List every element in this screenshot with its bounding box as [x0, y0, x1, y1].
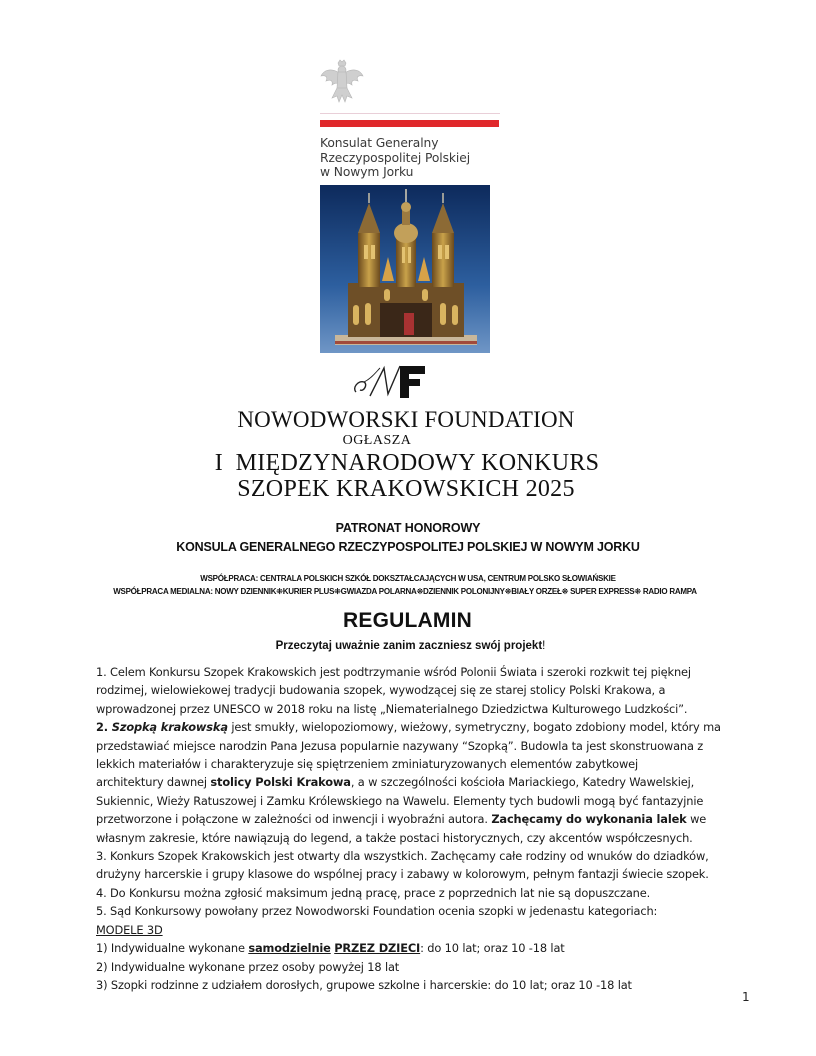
- szopka-photo: [320, 185, 490, 353]
- p2-line-1: [96, 718, 756, 736]
- polish-eagle-emblem-icon: [318, 58, 366, 106]
- regulations-heading: REGULAMIN: [343, 609, 472, 632]
- announces-label: OGŁASZA: [342, 433, 412, 448]
- contest-title-line-1: I MIĘDZYNARODOWY KONKURS: [214, 450, 600, 476]
- read-carefully-note: [0, 640, 816, 652]
- category-1: [96, 939, 756, 957]
- p2-line-2: przedstawiać miejsce narodzin Pana Jezusa popularnie nazywany “Szopką”. Budowla ta jest skonstruowana z: [96, 738, 704, 753]
- contest-title-line-2: SZOPEK KRAKOWSKICH 2025: [237, 476, 575, 502]
- category-1-post: : do 10 lat; oraz 10 -18 lat: [420, 941, 565, 956]
- consulate-line-2: Rzeczypospolitej Polskiej: [320, 150, 471, 165]
- p2-line-5: Sukiennic, Wieży Ratuszowej i Zamku Królewskiego na Wawelu. Elementy tych budowli mogą być fantazyjnie: [96, 793, 704, 808]
- p2-line-1-rest: jest smukły, wielopoziomowy, wieżowy, symetryczny, bogato zdobiony model, który ma: [227, 720, 721, 735]
- p2-line-6-post: we: [686, 812, 707, 827]
- page-number: 1: [742, 990, 750, 1004]
- p2-term: Szopką krakowską: [111, 720, 228, 735]
- p5-line: 5. Sąd Konkursowy powołany przez Nowodworski Foundation ocenia szopki w jedenastu kategoriach:: [96, 904, 658, 919]
- p3-line-2: drużyny harcerskie i grupy klasowe do wspólnej pracy i zabawy w kolorowym, pełnym fantazji świecie szopek.: [96, 867, 709, 882]
- read-carefully-exclamation: !: [542, 640, 546, 652]
- p2-dolls-emphasis: Zachęcamy do wykonania lalek: [491, 812, 687, 827]
- p2-line-4: [96, 773, 756, 791]
- p2-line-4-post: , a w szczególności kościoła Mariackiego, Katedry Wawelskiej,: [350, 775, 695, 790]
- patronage-heading: PATRONAT HONOROWY: [335, 521, 481, 535]
- p1-line-1: 1. Celem Konkursu Szopek Krakowskich jest podtrzymanie wśród Polonii Świata i szeroki rozkwit tej pięknej: [96, 665, 691, 679]
- foundation-title: NOWODWORSKI FOUNDATION: [237, 407, 575, 432]
- category-1-pre: 1) Indywidualne wykonane: [96, 941, 249, 956]
- p2-capital-emphasis: stolicy Polski Krakowa: [210, 775, 351, 790]
- nowodworski-foundation-logo: [350, 362, 432, 400]
- category-1-by-children: PRZEZ DZIECI: [334, 941, 421, 956]
- category-2: 2) Indywidualne wykonane przez osoby powyżej 18 lat: [96, 959, 400, 974]
- read-carefully-text: Przeczytaj uważnie zanim zaczniesz swój projekt: [275, 640, 543, 652]
- cooperation-partners: WSPÓŁPRACA: CENTRALA POLSKICH SZKÓŁ DOKSZTAŁCAJĄCYCH W USA, CENTRUM POLSKO SŁOWIAŃSKIE: [200, 574, 616, 583]
- category-1-independently: samodzielnie: [248, 941, 331, 956]
- header-thin-divider: [320, 113, 500, 114]
- p2-line-6-pre: przetworzone i połączone w zależności od inwencji i wyobraźni autora.: [96, 812, 492, 827]
- regulations-body: [96, 663, 756, 994]
- p2-line-6: [96, 810, 756, 828]
- p2-line-3: lekkich materiałów i charakteryzuje się spiętrzeniem zminiaturyzowanych elementów zabytkowej: [96, 757, 638, 772]
- p2-number: 2.: [96, 720, 112, 735]
- media-partners: WSPÓŁPRACA MEDIALNA: NOWY DZIENNIK⁜KURIER PLUS⁜GWIAZDA POLARNA⁜DZIENNIK POLONIJNY⁜BIAŁY ORZEŁ⁜ SUPER EXPRESS⁜ RADIO RAMPA: [113, 587, 697, 596]
- category-3: 3) Szopki rodzinne z udziałem dorosłych, grupowe szkolne i harcerskie: do 10 lat; oraz 10 -18 lat: [96, 977, 632, 992]
- p1-line-3: wprowadzonej przez UNESCO w 2018 roku na listę „Niematerialnego Dziedzictwa Kulturowego Ludzkości”.: [96, 701, 688, 716]
- section-label-3d-models: MODELE 3D: [96, 922, 163, 937]
- p2-line-7: własnym zakresie, które nawiązują do legend, a także postaci historycznych, czy akcentów współczesnych.: [96, 830, 693, 845]
- consulate-line-1: Konsulat Generalny: [320, 136, 439, 150]
- patronage-consul: KONSULA GENERALNEGO RZECZYPOSPOLITEJ POLSKIEJ W NOWYM JORKU: [176, 540, 640, 554]
- p3-line-1: 3. Konkurs Szopek Krakowskich jest otwarty dla wszystkich. Zachęcamy całe rodziny od wnuków do dziadków,: [96, 849, 709, 864]
- consulate-name: [320, 136, 470, 180]
- consulate-line-3: w Nowym Jorku: [320, 165, 414, 179]
- header-red-bar: [320, 120, 499, 127]
- p4-line: 4. Do Konkursu można zgłosić maksimum jedną pracę, prace z poprzednich lat nie są dopuszczane.: [96, 885, 651, 900]
- p2-line-4-pre: architektury dawnej: [96, 775, 211, 790]
- p1-line-2: rodzimej, wielowiekowej tradycji budowania szopek, wywodzącej się ze starej stolicy Polski Krakowa, a: [96, 683, 666, 698]
